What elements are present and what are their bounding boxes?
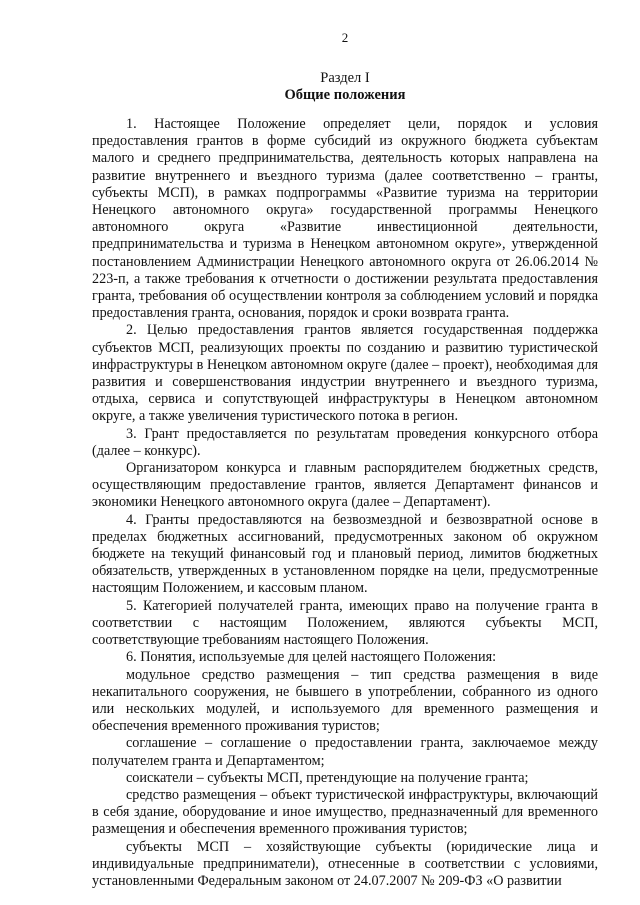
paragraph-4: 4. Гранты предоставляются на безвозмездной и безвозвратной основе в пределах бюджетных ассигнований, предусмотренных законом об окружном бюджете на текущий финансовый год и плановый период, лимитов бюджетных обязательств, утвержденных в установленном порядке на цели, предусмотренные настоящим Положением, и кассовым планом. — [92, 511, 598, 597]
paragraph-3: 3. Грант предоставляется по результатам проведения конкурсного отбора (далее – конкурс). — [92, 425, 598, 459]
section-title: Общие положения — [284, 87, 406, 103]
paragraph-2: 2. Целью предоставления грантов является государственная поддержка субъектов МСП, реализующих проекты по созданию и развитию туристической инфраструктуры в Ненецком автономном округе (далее – проект), необходимая для развития и совершенствования индустрии внутреннего и въездного туризма, отдыха, сервиса и сопутствующей инфраструктуры в Ненецком автономном округе, а также увеличения туристического потока в регион. — [92, 322, 598, 425]
page-number: 2 — [341, 30, 349, 45]
definition-applicants: соискатели – субъекты МСП, претендующие на получение гранта; — [126, 769, 529, 786]
document-body — [92, 116, 598, 890]
definition-agreement: соглашение – соглашение о предоставлении гранта, заключаемое между получателем гранта и Департаментом; — [92, 735, 598, 769]
paragraph-5: 5. Категорией получателей гранта, имеющих право на получение гранта в соответствии с настоящим Положением, являются субъекты МСП, соответствующие требованиям настоящего Положения. — [92, 597, 598, 649]
definition-modular-accommodation: модульное средство размещения – тип средства размещения в виде некапитального сооружения, не бывшего в употреблении, собранного из одного или нескольких модулей, и используемого для временного размещения и обеспечения временного проживания туристов; — [92, 666, 598, 735]
section-label: Раздел I — [320, 70, 370, 86]
paragraph-1: 1. Настоящее Положение определяет цели, порядок и условия предоставления грантов в форме субсидий из окружного бюджета субъектам малого и среднего предпринимательства, деятельность которых направлена на развитие внутреннего и въездного туризма (далее соответственно – гранты, субъекты МСП), в рамках подпрограммы «Развитие туризма на территории Ненецкого автономного округа» государственной программы Ненецкого автономного округа «Развитие инвестиционной деятельности, предпринимательства и туризма в Ненецком автономном округе», утвержденной постановлением Администрации Ненецкого автономного округа от 26.06.2014 № 223-п, а также требования к отчетности о достижении результата предоставления гранта, требования об осуществлении контроля за соблюдением условий и порядка предоставления гранта, основания, порядок и сроки возврата гранта. — [92, 116, 598, 322]
definition-accommodation: средство размещения – объект туристической инфраструктуры, включающий в себя здание, оборудование и иное имущество, предназначенный для временного размещения и обеспечения временного проживания туристов; — [92, 786, 598, 838]
definition-msp-subjects: субъекты МСП – хозяйствующие субъекты (юридические лица и индивидуальные предприниматели), отнесенные в соответствии с условиями, установленными Федеральным законом от 24.07.2007 № 209-ФЗ «О развитии — [92, 838, 598, 889]
paragraph-3-organizer: Организатором конкурса и главным распорядителем бюджетных средств, осуществляющим предоставление грантов, является Департамент финансов и экономики Ненецкого автономного округа (далее – Департамент). — [92, 460, 598, 511]
paragraph-6: 6. Понятия, используемые для целей настоящего Положения: — [126, 649, 497, 666]
